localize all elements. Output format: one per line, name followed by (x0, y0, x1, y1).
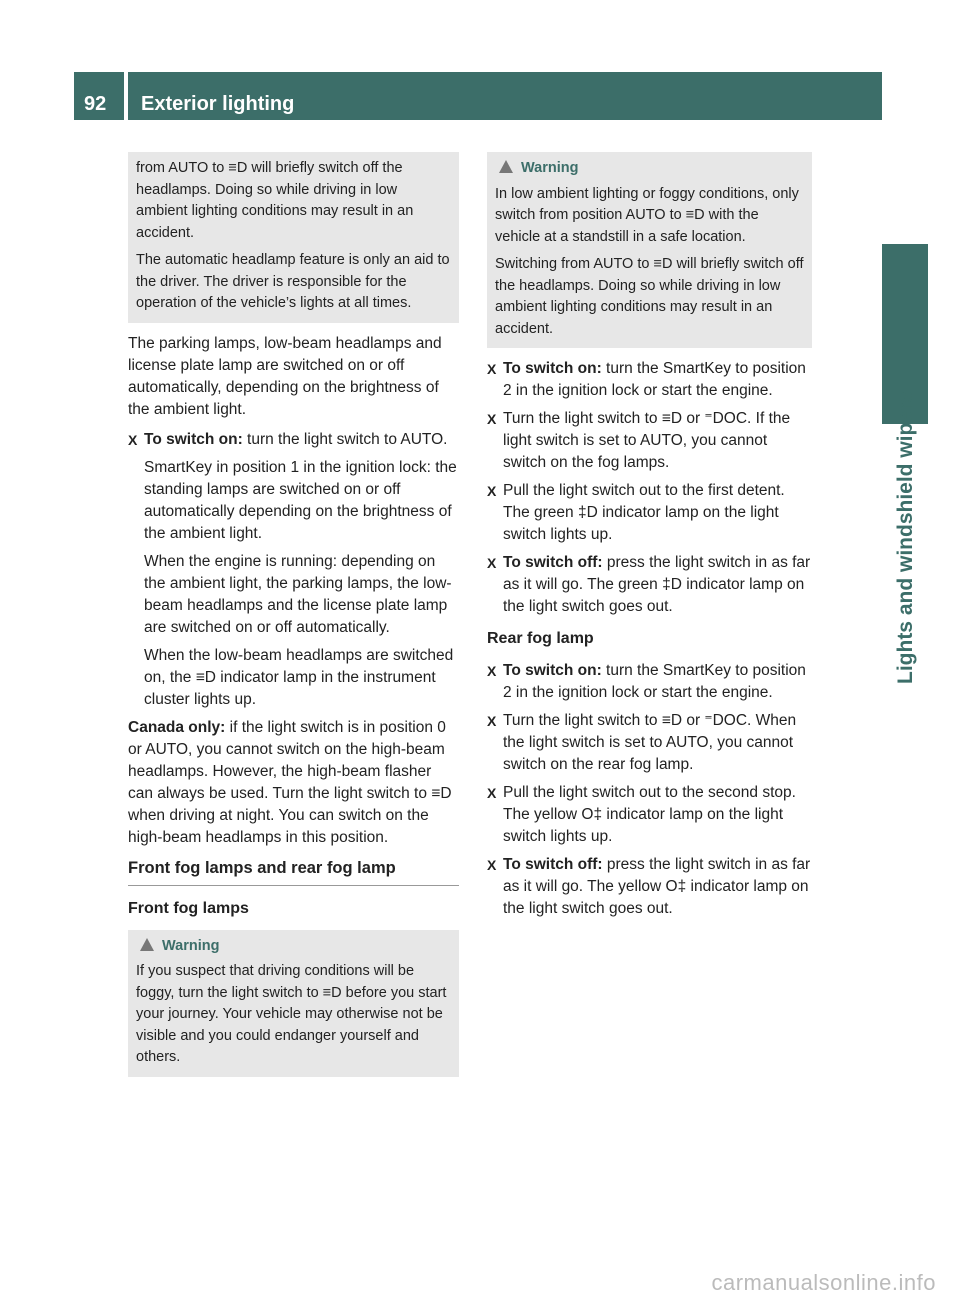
step: X Turn the light switch to ≡D or ⁼DOC. If the light switch is set to AUTO, you cannot switch on the fog lamps. (487, 410, 791, 471)
note-text-2: The automatic headlamp feature is only an aid to the driver. The driver is responsible for the operation of the vehicle’s lights at all times. (136, 252, 450, 311)
warning-box: Warning If you suspect that driving conditions will be foggy, turn the light switch to ≡D before you start your journey. Your vehicle may otherwise not be visible and you could endanger yourself and others. (128, 930, 459, 1077)
side-label-wrap (882, 391, 928, 984)
section-heading: Front fog lamps and rear fog lamp (128, 857, 459, 886)
subsection-heading: Rear fog lamp (487, 630, 594, 647)
step: X Turn the light switch to ≡D or ⁼DOC. When the light switch is set to AUTO, you cannot switch on the rear fog lamp. (487, 712, 797, 773)
warning-box: Warning In low ambient lighting or foggy conditions, only switch from position AUTO to ≡D with the vehicle at a standstill in a safe location. Switching from AUTO to ≡D will briefly switch off the headlamps. Doing so while driving in low ambient lighting conditions may result in an accident. (487, 152, 812, 348)
step: X To switch off: press the light switch in as far as it will go. The green ‡D indicator lamp on the light switch goes out. (487, 554, 811, 615)
step-text: When the engine is running: depending on the ambient light, the parking lamps, the low-beam headlamps and the license plate lamp are switched on or off automatically. (144, 552, 452, 636)
step: X To switch off: press the light switch in as far as it will go. The yellow O‡ indicator lamp on the light switch goes out. (487, 856, 811, 917)
step: X To switch on: turn the SmartKey to position 2 in the ignition lock or start the engine. (487, 360, 806, 399)
step-text: SmartKey in position 1 in the ignition lock: the standing lamps are switched on or off automatically depending on the brightness of the ambient light. (144, 458, 457, 542)
step-text: When the low-beam headlamps are switched on, the ≡D indicator lamp in the instrument cluster lights up. (144, 646, 454, 708)
step-marker: X (128, 431, 138, 448)
warning-icon (499, 160, 513, 173)
page-number: 92 (84, 93, 107, 115)
warning-icon (140, 938, 154, 951)
header-divider (124, 72, 128, 120)
warning-text: If you suspect that driving conditions will be foggy, turn the light switch to ≡D before you start your journey. Your vehicle may otherwise not be visible and you could endanger yourself and others. (136, 963, 447, 1065)
step-lead: To switch on: (144, 430, 243, 448)
step: X To switch on: turn the SmartKey to position 2 in the ignition lock or start the engine. (487, 662, 806, 701)
subsection-heading: Front fog lamps (128, 899, 249, 917)
watermark: carmanualsonline.info (711, 1270, 936, 1295)
note-box (128, 152, 459, 323)
note-text-1: from AUTO to ≡D will briefly switch off the headlamps. Doing so while driving in low ambient lighting conditions may result in an accident. (136, 160, 414, 241)
step-switch-on: X To switch on: turn the light switch to AUTO. SmartKey in position 1 in the ignition lock: the standing lamps are switched on or off automatically depending on the brightness of the ambient light. When the engine is running: depending on the ambient light, the parking lamps, the low-beam headlamps and the license plate lamp are switched on or off automatically. When the low-beam headlamps are switched on, the ≡D indicator lamp in the instrument cluster lights up. (128, 429, 459, 711)
canada-paragraph: Canada only: if the light switch is in position 0 or AUTO, you cannot switch on the high-beam headlamps. However, the high-beam flasher can always be used. Turn the light switch to ≡D when driving at night. You can switch on the high-beam headlamps in this position. (128, 718, 452, 846)
page-title: Exterior lighting (141, 93, 295, 115)
side-label: Lights and windshield wipers (894, 391, 917, 684)
left-column (128, 152, 459, 1087)
step: X Pull the light switch out to the second stop. The yellow O‡ indicator lamp on the light switch lights up. (487, 784, 796, 845)
warning-text: In low ambient lighting or foggy conditions, only switch from position AUTO to ≡D with the vehicle at a standstill in a safe location. (495, 185, 799, 245)
step: X Pull the light switch out to the first detent. The green ‡D indicator lamp on the light switch lights up. (487, 482, 785, 543)
intro-paragraph: The parking lamps, low-beam headlamps and license plate lamp are switched on or off automatically, depending on the brightness of the ambient light. (128, 334, 442, 418)
warning-text: Switching from AUTO to ≡D will briefly switch off the headlamps. Doing so while driving in low ambient lighting conditions may result in an accident. (495, 256, 804, 337)
right-column (487, 152, 812, 926)
